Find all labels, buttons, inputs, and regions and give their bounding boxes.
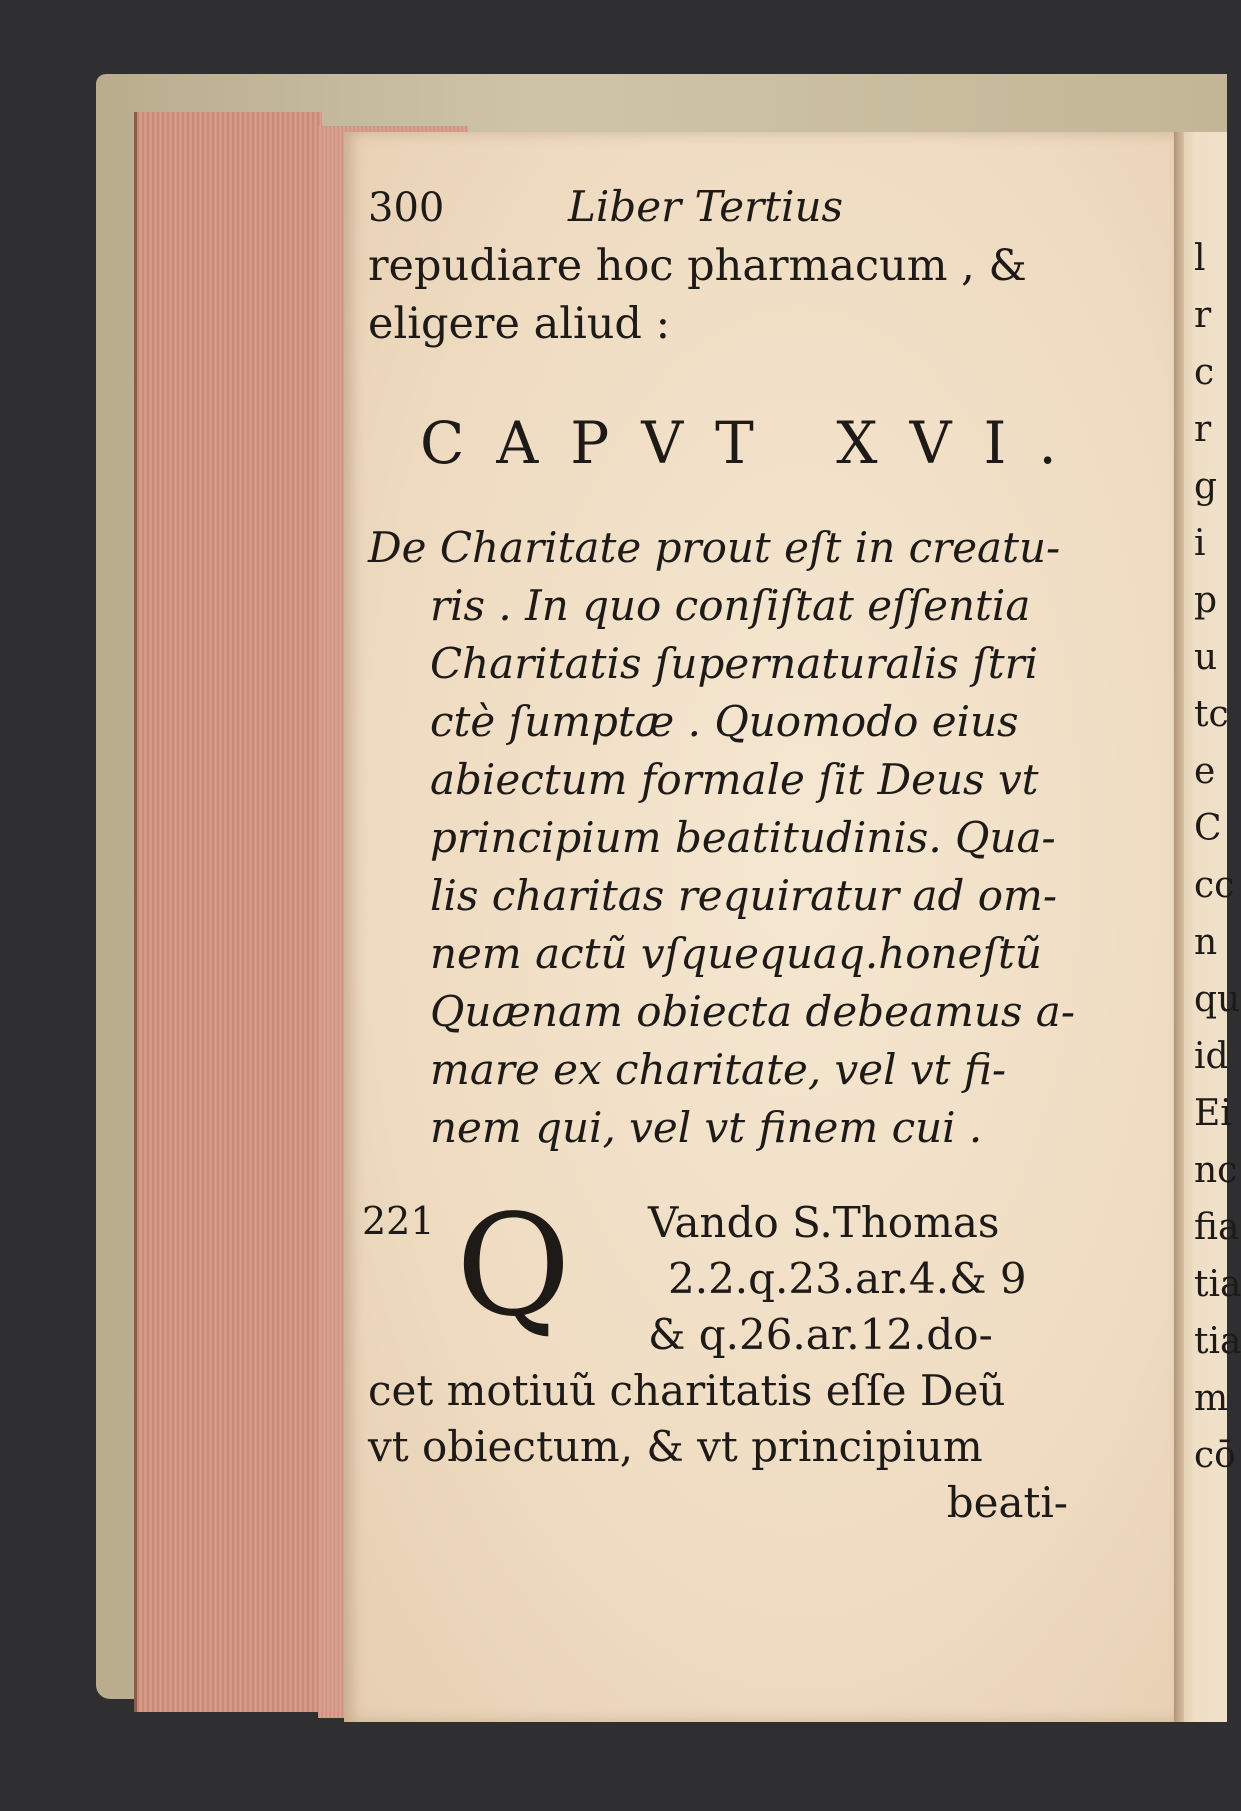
chapter-summary (368, 519, 1138, 1157)
facing-page-fragment: tc (1194, 694, 1229, 735)
facing-page-fragment: i (1194, 523, 1206, 564)
summary-line: ris . In quo conſiſtat eſſentia (430, 581, 1031, 630)
drop-initial: Q (456, 1185, 571, 1348)
facing-page-fragment: m (1194, 1378, 1229, 1419)
facing-page-fragment: l (1194, 238, 1206, 279)
summary-line: De Charitate prout eſt in creatu- (368, 523, 1061, 572)
summary-line: Quænam obiecta debeamus a- (430, 987, 1076, 1036)
body-text (362, 1185, 1138, 1531)
catchword: beati- (946, 1478, 1068, 1527)
facing-page-fragment: g (1194, 466, 1218, 507)
facing-page-fragment: p (1194, 580, 1218, 621)
running-title: Liber Tertius (568, 182, 844, 231)
text-line: repudiare hoc pharmacum , & (368, 241, 1027, 291)
facing-page-fragment: Ei (1194, 1093, 1232, 1134)
facing-page-fragment: C (1194, 808, 1222, 849)
facing-page-clip (1086, 150, 1241, 1600)
page-edges (134, 112, 322, 1712)
facing-page-fragment: e (1194, 751, 1216, 792)
facing-page-fragment: id (1194, 1036, 1229, 1077)
facing-page-fragment: r (1194, 295, 1212, 336)
summary-line: mare ex charitate, vel vt fi- (430, 1045, 1007, 1094)
facing-page-fragment: qu (1194, 979, 1241, 1020)
facing-page-fragment: c (1194, 352, 1215, 393)
summary-line: abiectum formale ſit Deus vt (430, 755, 1039, 804)
facing-page-fragment: r (1194, 409, 1212, 450)
summary-line: ctè ſumptæ . Quomodo eius (430, 697, 1019, 746)
body-line: cet motiuũ charitatis eſſe Deũ (368, 1366, 1006, 1415)
body-line: 2.2.q.23.ar.4.& 9 (668, 1254, 1027, 1303)
section-number: 221 (362, 1199, 435, 1243)
facing-page-fragment: nc (1194, 1150, 1238, 1191)
body-line: Vando S.Thomas (648, 1198, 1000, 1247)
text-line: eligere aliud : (368, 299, 671, 349)
page-header (368, 178, 1138, 237)
facing-page-fragment: tia (1194, 1321, 1241, 1362)
page-number: 300 (368, 185, 445, 231)
facing-page-fragment: n (1194, 922, 1218, 963)
facing-page-letters (1194, 230, 1241, 1484)
summary-line: Charitatis ſupernaturalis ſtri (430, 639, 1039, 688)
summary-line: nem qui, vel vt finem cui . (430, 1103, 983, 1152)
facing-page-fragment: u (1194, 637, 1218, 678)
facing-page-fragment: cc (1194, 865, 1235, 906)
body-line: vt obiectum, & vt principium (368, 1422, 983, 1471)
facing-page-fragment: fia (1194, 1207, 1240, 1248)
facing-page-fragment: cō (1194, 1435, 1236, 1476)
body-line: & q.26.ar.12.do- (648, 1310, 993, 1359)
facing-page-fragment: tia (1194, 1264, 1241, 1305)
page-text (362, 178, 1138, 1531)
summary-line: nem actũ vſquequaq.honeſtũ (430, 929, 1042, 978)
chapter-heading: CAPVT XVI. (420, 409, 1089, 477)
summary-line: principium beatitudinis. Qua- (430, 813, 1056, 862)
summary-line: lis charitas requiratur ad om- (430, 871, 1058, 920)
